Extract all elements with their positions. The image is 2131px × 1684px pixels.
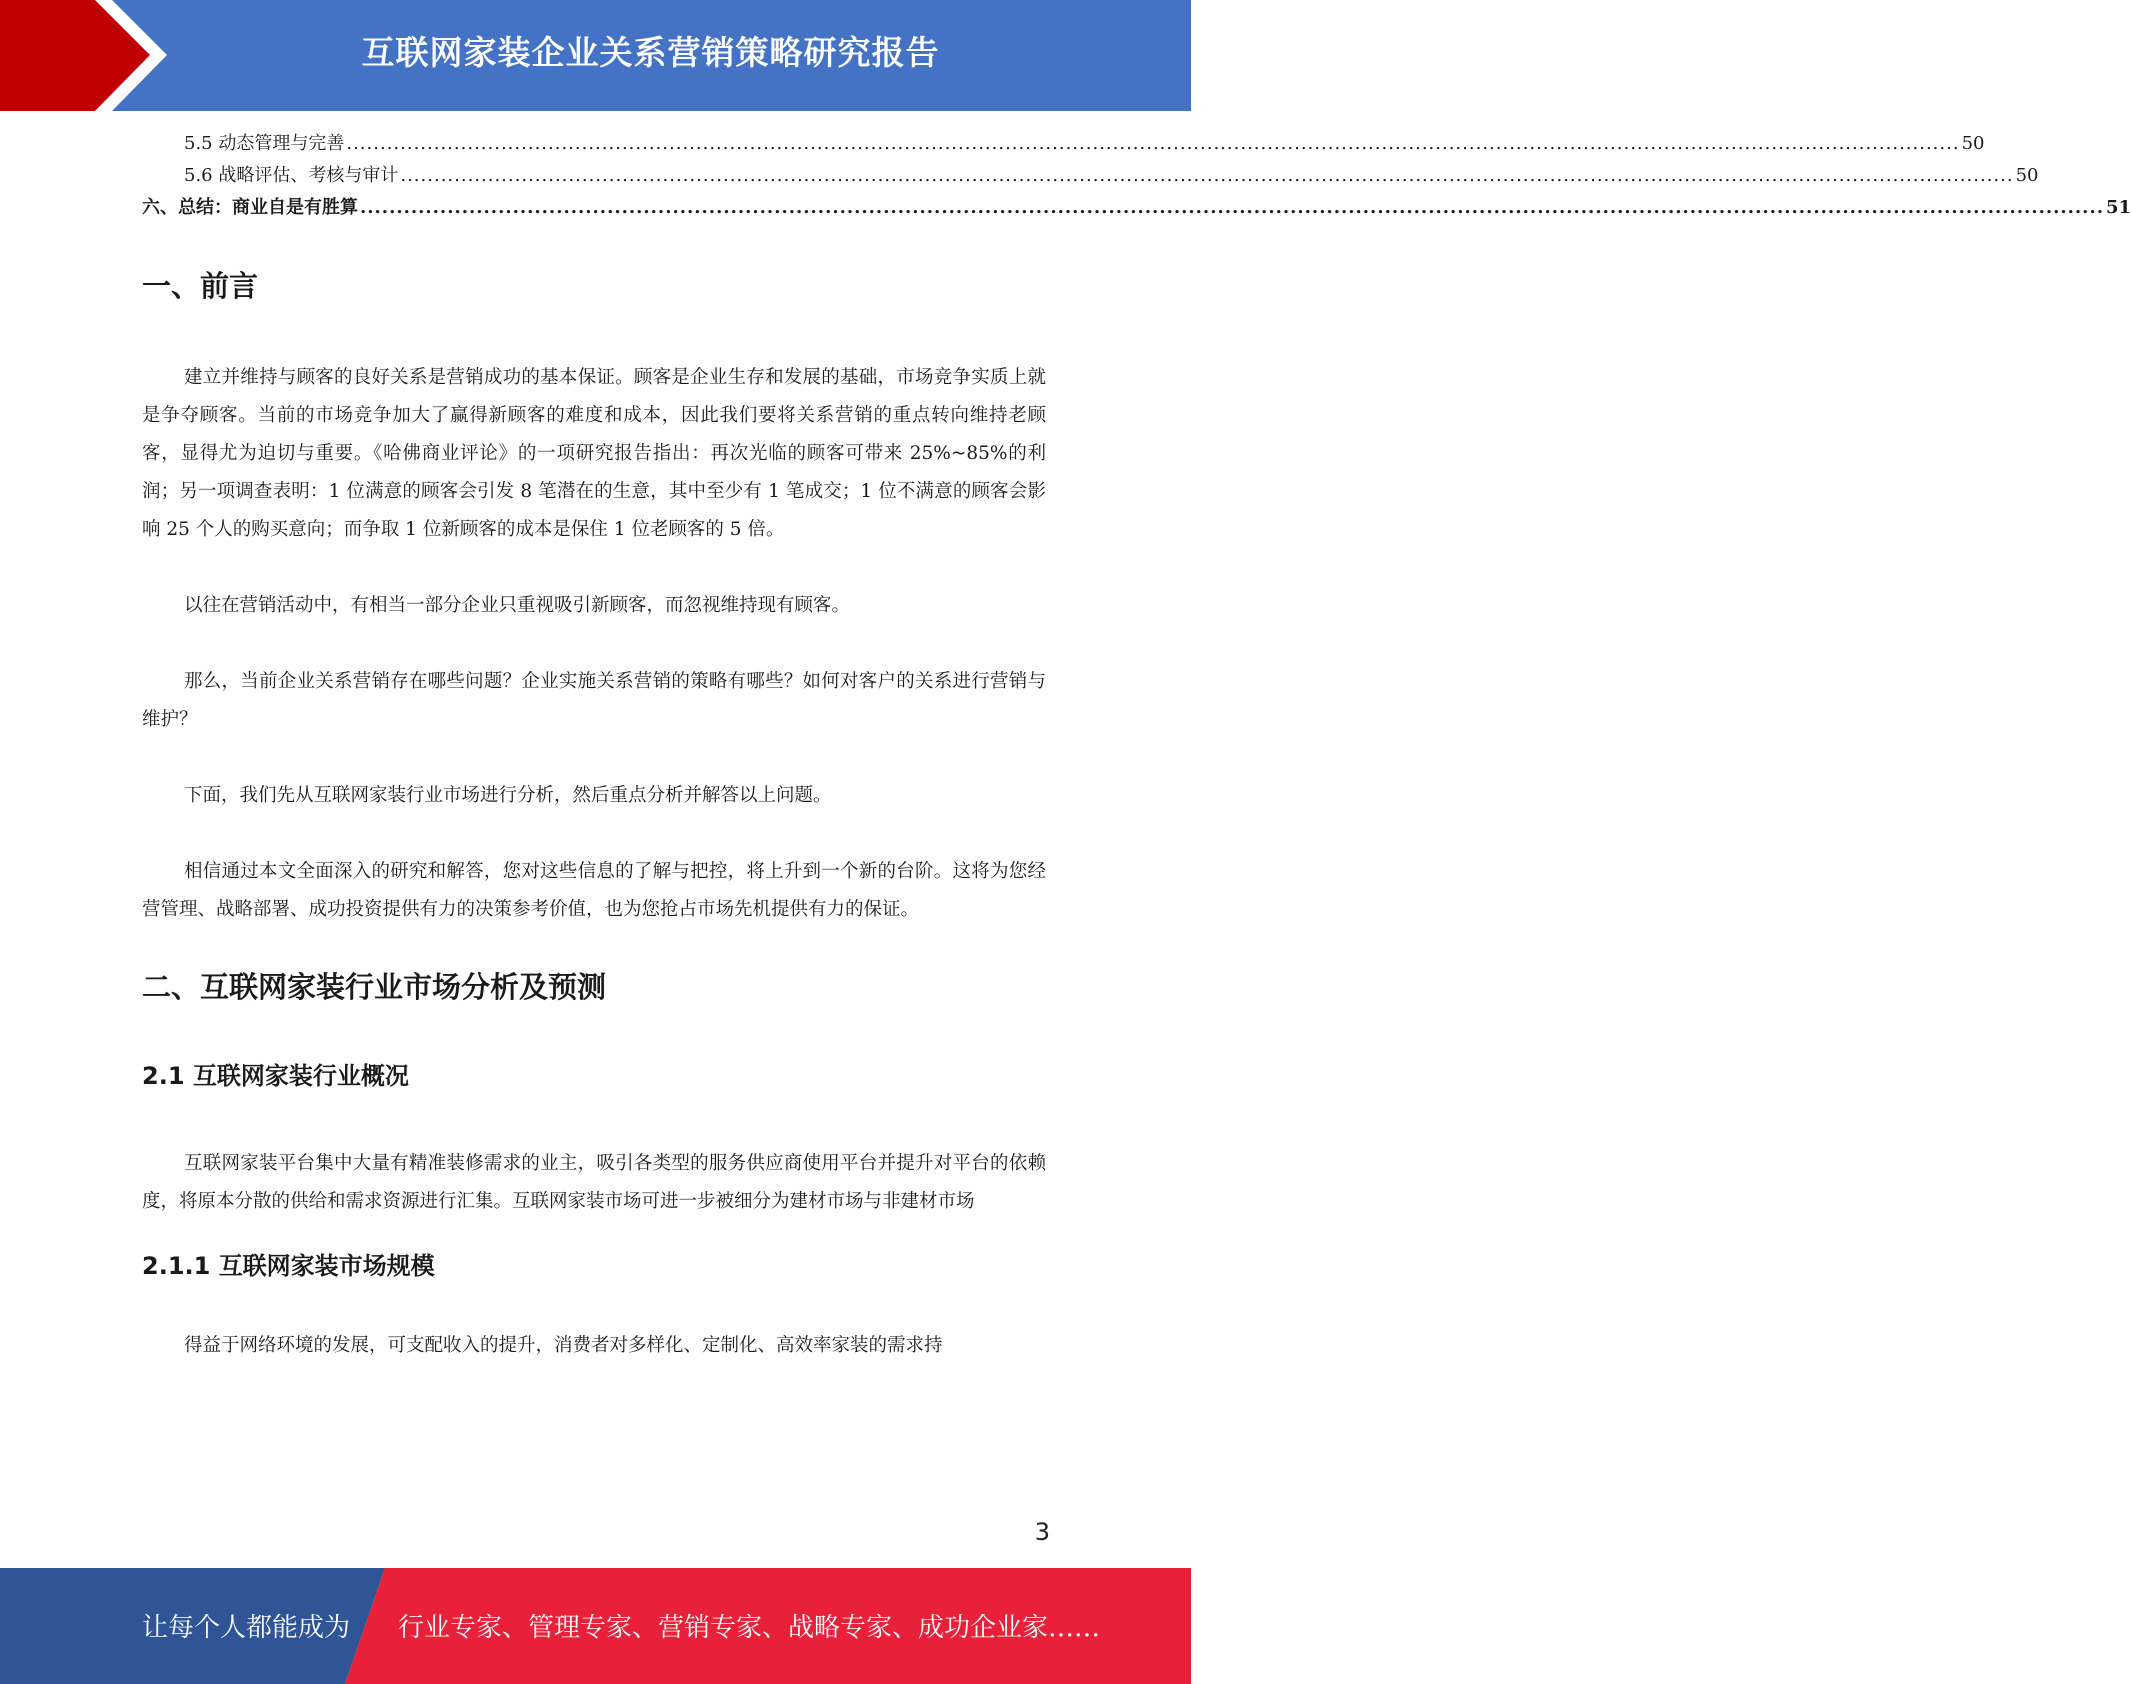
paragraph: 下面，我们先从互联网家装行业市场进行分析，然后重点分析并解答以上问题。 — [184, 785, 832, 806]
toc-entry[interactable] — [142, 160, 2039, 192]
toc-leader-dots: ................................................................................................................................................................................................................................................ — [346, 133, 1960, 154]
table-of-contents — [142, 128, 2131, 224]
page-number: 3 — [1034, 1518, 1050, 1546]
toc-leader-dots: ................................................................................................................................................................................................................................................ — [360, 197, 2104, 218]
toc-leader-dots: ................................................................................................................................................................................................................................................ — [400, 165, 2014, 186]
toc-entry-label: 六、总结：商业自是有胜算 — [142, 197, 358, 218]
paragraph: 相信通过本文全面深入的研究和解答，您对这些信息的了解与把控，将上升到一个新的台阶。这将为您经营管理、战略部署、成功投资提供有力的决策参考价值，也为您抢占市场先机提供有力的保证。 — [142, 861, 1046, 920]
page-footer — [0, 1568, 1191, 1684]
paragraph: 互联网家装平台集中大量有精准装修需求的业主，吸引各类型的服务供应商使用平台并提升对平台的依赖度，将原本分散的供给和需求资源进行汇集。互联网家装市场可进一步被细分为建材市场与非建材市场 — [142, 1153, 1046, 1212]
paragraph: 建立并维持与顾客的良好关系是营销成功的基本保证。顾客是企业生存和发展的基础，市场竞争实质上就是争夺顾客。当前的市场竞争加大了赢得新顾客的难度和成本，因此我们要将关系营销的重点转向维持老顾客，显得尤为迫切与重要。《哈佛商业评论》的一项研究报告指出：再次光临的顾客可带来 25%~85%的利润；另一项调查表明：1 位满意的顾客会引发 8 笔潜在的生意，其中至少有 1 笔成交；1 位不满意的顾客会影响 25 个人的购买意向；而争取 1 位新顾客的成本是保住 1 位老顾客的 5 倍。 — [142, 367, 1046, 540]
subsection-heading-overview: 2.1 互联网家装行业概况 — [142, 1062, 409, 1090]
toc-entry-label: 5.5 动态管理与完善 — [184, 133, 345, 154]
footer-slogan-text: 行业专家、管理专家、营销专家、战略专家、成功企业家…… — [398, 1613, 1101, 1643]
subsection-heading-market-size: 2.1.1 互联网家装市场规模 — [142, 1252, 435, 1280]
page-header — [0, 0, 1191, 111]
section-heading-preface: 一、前言 — [142, 269, 259, 303]
paragraph: 那么，当前企业关系营销存在哪些问题？企业实施关系营销的策略有哪些？如何对客户的关系进行营销与维护？ — [142, 671, 1046, 730]
document-body — [142, 128, 2131, 1365]
toc-entry-page: 51 — [2105, 197, 2131, 218]
toc-entry-page: 50 — [1961, 133, 1985, 154]
footer-lead-text: 让每个人都能成为 — [142, 1613, 351, 1643]
report-title: 互联网家装企业关系营销策略研究报告 — [361, 33, 940, 72]
toc-entry-label: 5.6 战略评估、考核与审计 — [184, 165, 399, 186]
paragraph: 以往在营销活动中，有相当一部分企业只重视吸引新顾客，而忽视维持现有顾客。 — [184, 595, 851, 616]
toc-entry[interactable] — [142, 128, 1985, 160]
section-heading-market-analysis: 二、互联网家装行业市场分析及预测 — [142, 970, 607, 1004]
paragraph: 得益于网络环境的发展，可支配收入的提升，消费者对多样化、定制化、高效率家装的需求持 — [184, 1335, 943, 1356]
toc-entry[interactable] — [142, 192, 2131, 224]
toc-entry-page: 50 — [2015, 165, 2039, 186]
